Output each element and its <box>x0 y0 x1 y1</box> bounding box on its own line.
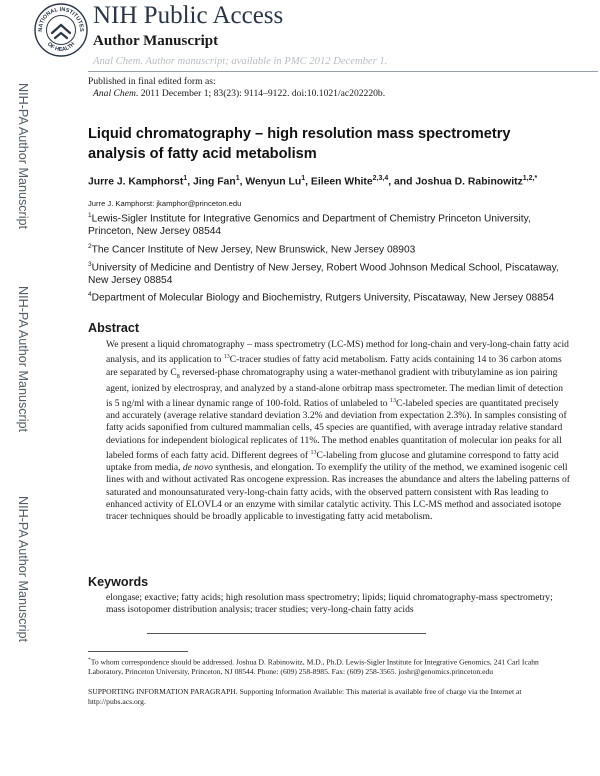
abstract-heading: Abstract <box>88 321 140 335</box>
seal-bottom-text: OF HEALTH <box>45 41 77 54</box>
citation-details: . 2011 December 1; 83(23): 9114–9122. doi:10.1021/ac202220b. <box>135 88 386 99</box>
seal-top-text: NATIONAL INSTITUTES <box>37 6 85 32</box>
author-affiliation-mark: 1 <box>235 175 240 182</box>
journal-name: Anal Chem <box>93 88 136 99</box>
author-separator: , <box>239 176 246 188</box>
affiliation-mark: 1 <box>88 212 92 219</box>
affiliation-mark: 3 <box>88 261 92 268</box>
published-form-label: Published in final edited form as: <box>88 76 216 87</box>
keywords-heading: Keywords <box>88 575 149 589</box>
availability-line: Anal Chem. Author manuscript; available in PMC 2012 December 1. <box>93 56 388 67</box>
affiliation-4 <box>88 288 568 304</box>
author-name: Jurre J. Kamphorst <box>88 176 184 188</box>
affiliation-mark: 4 <box>88 291 92 298</box>
author-separator: , <box>187 176 193 188</box>
supporting-text: Supporting Information Available: This material is available free of charge via the Internet at http://pubs.acs.org. <box>88 687 522 706</box>
side-label-middle: NIH-PA Author Manuscript <box>16 286 30 433</box>
author-name: Eileen White <box>310 176 373 188</box>
article-title: Liquid chromatography – high resolution mass spectrometry analysis of fatty acid metabolism <box>88 126 511 162</box>
side-label-bottom: NIH-PA Author Manuscript <box>16 496 30 643</box>
svg-text:OF HEALTH <box>46 41 76 53</box>
affiliation-1 <box>88 209 568 238</box>
nih-seal-logo <box>34 3 88 57</box>
affiliation-mark: 2 <box>88 243 92 250</box>
author-affiliation-mark: 1 <box>183 175 188 182</box>
affiliation-3 <box>88 258 568 287</box>
affiliation-text: The Cancer Institute of New Jersey, New Brunswick, New Jersey 08903 <box>91 244 416 256</box>
footnote-divider <box>88 651 188 652</box>
author-affiliation-mark: 2,3,4 <box>372 175 389 182</box>
affiliation-text: University of Medicine and Dentistry of New Jersey, Robert Wood Johnson Medical School, Piscataway, New Jersey 08854 <box>88 262 559 287</box>
author-name: Jing Fan <box>192 176 236 188</box>
author-email: Jurre J. Kamphorst: jkamphor@princeton.edu <box>88 199 242 208</box>
svg-text:NATIONAL INSTITUTES <box>38 7 84 32</box>
author-separator: , and <box>388 176 416 188</box>
affiliation-text: Lewis-Sigler Institute for Integrative Genomics and Department of Chemistry Princeton University, Princeton, New Jersey 08544 <box>88 213 531 238</box>
keywords-list: elongase; exactive; fatty acids; high resolution mass spectrometry; lipids; liquid chromatography-mass spectrometry; mass isotopomer distribution analysis; tracer studies; very-long-chain fatty acids <box>106 592 553 616</box>
author-manuscript-label: Author Manuscript <box>93 33 219 49</box>
supporting-label: SUPPORTING INFORMATION PARAGRAPH. <box>88 687 238 696</box>
supporting-information-note <box>88 687 568 706</box>
author-name: Wenyun Lu <box>245 176 302 188</box>
abstract-body: We present a liquid chromatography – mass spectrometry (LC-MS) method for long-chain and very-long-chain fatty acid analysis, and its application to $^{13}$C-tracer studies of fatty acid metabolism. Fatty acids containing 14 to 36 carbon atoms are separated by $C_8$ reversed-phase chromatography using a water-methanol gradient with tributylamine as ion pairing agent, ionized by electrospray, and analyzed by a stand-alone orbitrap mass spectrometer. The median limit of detection is 5 ng/ml with a linear dynamic range of 100-fold. Ratios of unlabeled to $^{13}$C-labeled species are quantitated precisely and accurately (average relative standard deviation 3.2% and deviation from expectation 2.3%). In samples consisting of fatty acids saponified from cultured mammalian cells, 45 species are quantified, with average intraday relative standard deviations for independent biological replicates of 11%. The method enables quantitation of molecular ion peaks for all labeled forms of each fatty acid. Different degrees of $^{13}$C-labeling from glucose and glutamine correspond to fatty acid uptake from media, de novo synthesis, and elongation. To exemplify the utility of the method, we examined isogenic cell lines with and without activated Ras oncogene expression. Ras increases the abundance and alters the labeling patterns of saturated and monounsaturated very-long-chain fatty acids, with the observed pattern consistent with Ras leading to enhanced activity of ELOVL4 or an enzyme with similar catalytic activity. This LC-MS method and associated isotope tracer techniques should be broadly applicable to investigating fatty acid metabolism. <box>106 339 570 523</box>
citation-line <box>93 88 385 99</box>
nih-public-access-title: NIH Public Access <box>93 2 284 29</box>
author-affiliation-mark: 1 <box>301 175 306 182</box>
footnote-text: To whom correspondence should be addressed. Joshua D. Rabinowitz, M.D., Ph.D. Lewis-Sigler Institute for Integrative Genomics, 241 Carl Icahn Laboratory, Princeton University, Princeton, NJ 08544. Phone: (609) 258-8985. Fax: (609) 258-3565. joshr@genomics.princeton.edu <box>88 657 539 677</box>
author-separator: , <box>305 176 311 188</box>
content-end-divider <box>147 633 426 634</box>
author-affiliation-mark: 1,2,* <box>522 175 538 182</box>
author-name: Joshua D. Rabinowitz <box>415 176 523 188</box>
footnote-mark: * <box>88 657 91 663</box>
header-divider <box>88 71 598 72</box>
side-label-top: NIH-PA Author Manuscript <box>16 83 30 230</box>
affiliation-text: Department of Molecular Biology and Biochemistry, Rutgers University, Piscataway, New Jersey 08854 <box>91 292 555 304</box>
author-list <box>88 172 568 189</box>
correspondence-footnote <box>88 656 568 677</box>
affiliation-2 <box>88 240 568 256</box>
